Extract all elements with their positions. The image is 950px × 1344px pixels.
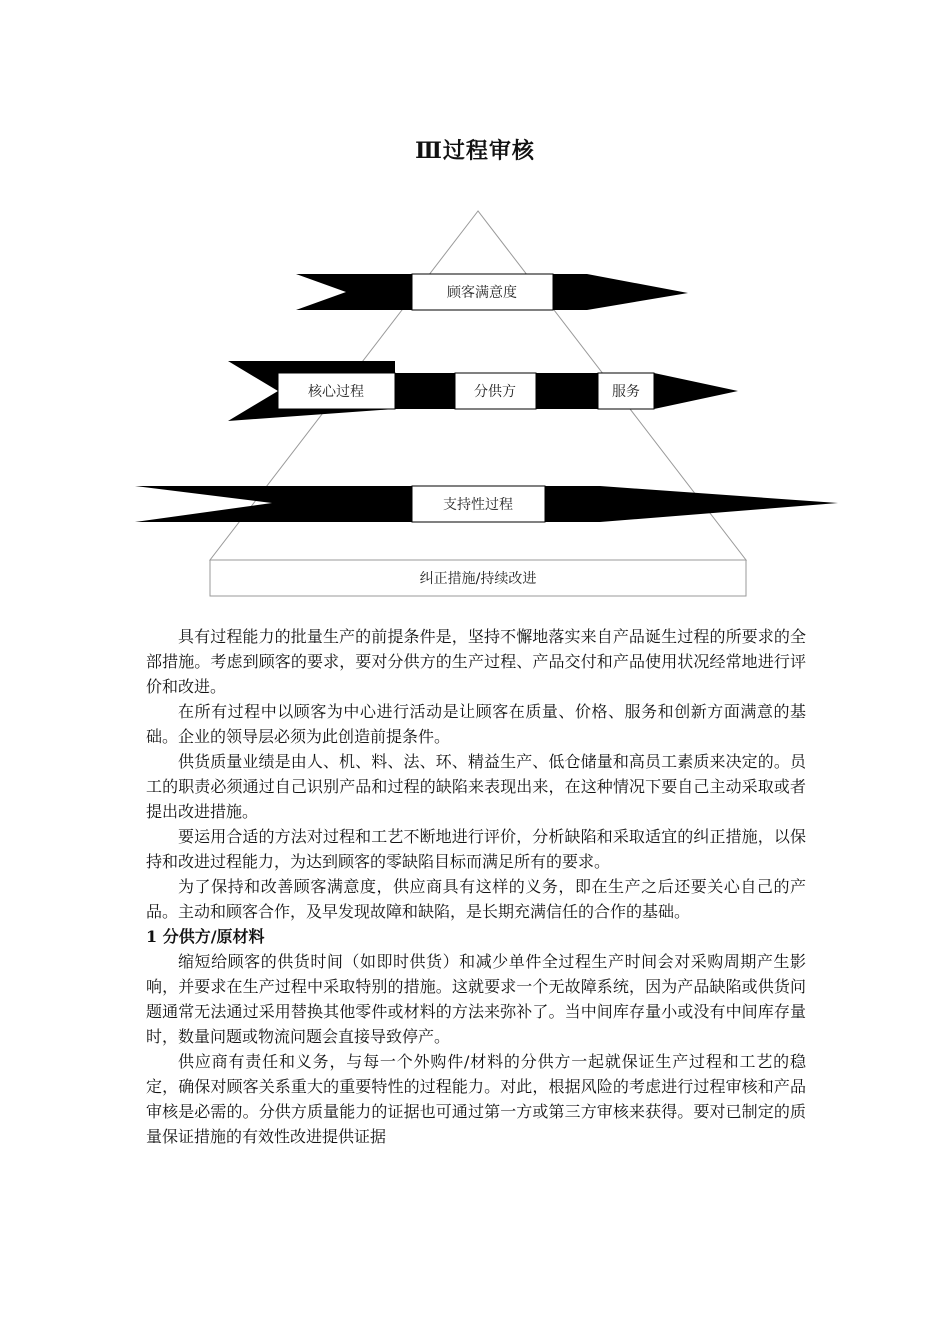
support-process-label: 支持性过程 bbox=[443, 497, 513, 513]
paragraph: 供货质量业绩是由人、机、料、法、环、精益生产、低仓储量和高员工素质来决定的。员工的职责必须通过自己识别产品和过程的缺陷来表现出来，在这种情况下要自己主动采取或者提出改进措施。 bbox=[146, 752, 806, 821]
arrow-head bbox=[545, 486, 838, 522]
body-text bbox=[146, 624, 806, 1149]
customer-satisfaction-label: 顾客满意度 bbox=[447, 285, 517, 301]
paragraph: 具有过程能力的批量生产的前提条件是，坚持不懈地落实来自产品诞生过程的所要求的全部措施。考虑到顾客的要求，要对分供方的生产过程、产品交付和产品使用状况经常地进行评价和改进。 bbox=[146, 627, 806, 696]
base-box bbox=[210, 560, 746, 596]
arrow-customer-satisfaction bbox=[296, 274, 688, 310]
process-pyramid-diagram bbox=[0, 0, 950, 610]
page-title: Ⅲ过程审核 bbox=[415, 138, 535, 164]
core-process-label: 核心过程 bbox=[308, 384, 364, 400]
paragraph: 要运用合适的方法对过程和工艺不断地进行评价，分析缺陷和采取适宜的纠正措施，以保持和改进过程能力，为达到顾客的零缺陷目标而满足所有的要求。 bbox=[146, 827, 806, 871]
paragraph: 在所有过程中以顾客为中心进行活动是让顾客在质量、价格、服务和创新方面满意的基础。企业的领导层必须为此创造前提条件。 bbox=[146, 702, 806, 746]
section-heading: 1 分供方/原材料 bbox=[146, 927, 265, 946]
arrow-body-segment bbox=[536, 373, 598, 409]
arrow-head bbox=[553, 274, 688, 310]
paragraph: 为了保持和改善顾客满意度，供应商具有这样的义务，即在生产之后还要关心自己的产品。主动和顾客合作，及早发现故障和缺陷，是长期充满信任的合作的基础。 bbox=[146, 877, 806, 921]
arrow-tail bbox=[135, 486, 412, 522]
arrow-tail bbox=[296, 274, 412, 310]
service-label: 服务 bbox=[612, 384, 640, 400]
corrective-action-label: 纠正措施/持续改进 bbox=[419, 571, 537, 587]
supplier-label: 分供方 bbox=[474, 384, 516, 400]
arrow-head bbox=[654, 373, 738, 409]
paragraph: 缩短给顾客的供货时间（如即时供货）和减少单件全过程生产时间会对采购周期产生影响，并要求在生产过程中采取特别的措施。这就要求一个无故障系统，因为产品缺陷或供货问题通常无法通过采用替换其他零件或材料的方法来弥补了。当中间库存量小或没有中间库存量时，数量问题或物流问题会直接导致停产。 bbox=[146, 952, 806, 1046]
arrow-core-processes bbox=[228, 361, 738, 421]
arrow-support-processes bbox=[135, 486, 838, 522]
arrow-body-segment bbox=[395, 373, 455, 409]
paragraph: 供应商有责任和义务，与每一个外购件/材料的分供方一起就保证生产过程和工艺的稳定，确保对顾客关系重大的重要特性的过程能力。对此，根据风险的考虑进行过程审核和产品审核是必需的。分供方质量能力的证据也可通过第一方或第三方审核来获得。要对已制定的质量保证措施的有效性改进提供证据 bbox=[146, 1052, 806, 1146]
